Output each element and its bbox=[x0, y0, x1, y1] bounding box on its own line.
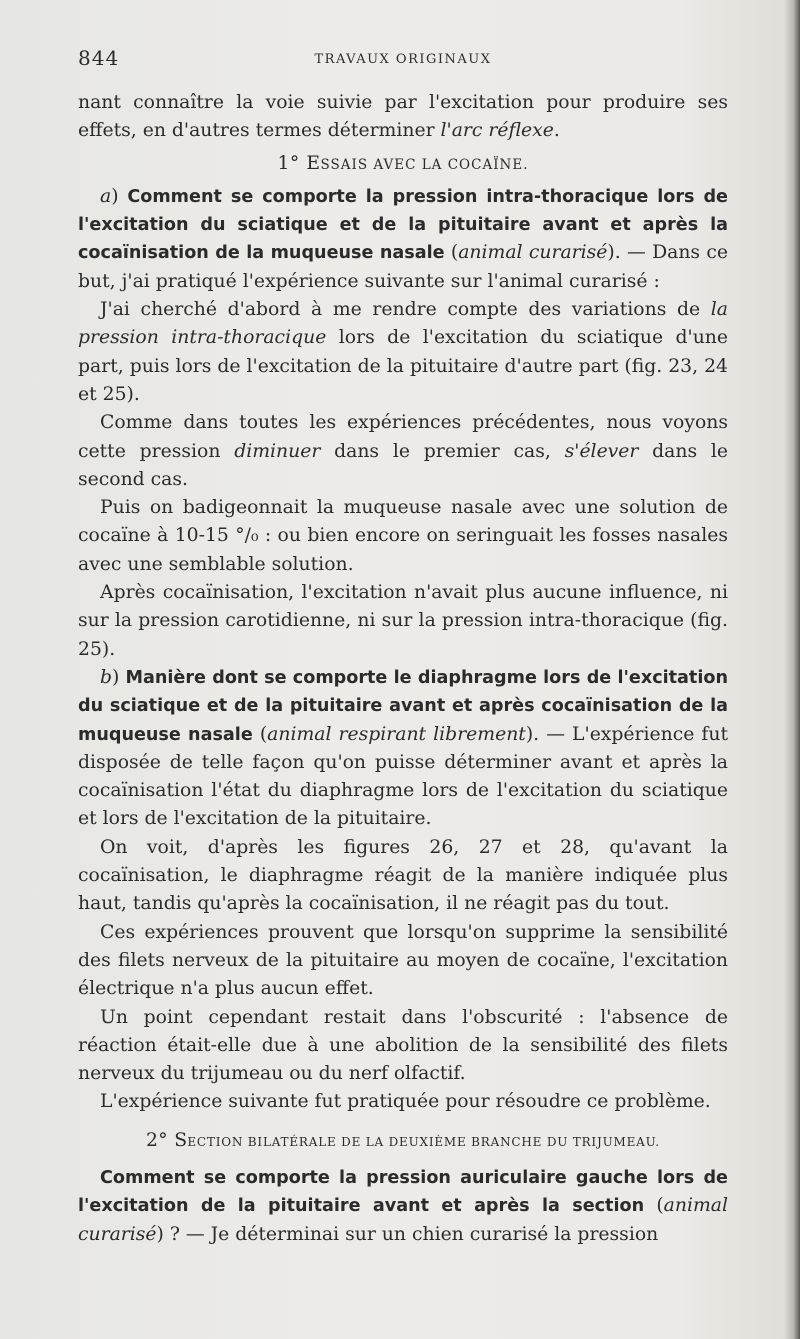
paragraph-7: b) Manière dont se comporte le diaphragme lors de l'excitation du sciatique et de la pituitaire avant et après cocaïnisation de la muqueuse nasale (animal respirant librement). — L'expérience fut disposée de telle façon qu'on puisse déterminer avant et après la cocaïnisation l'état du diaphragme lors de l'excitation du sciatique et lors de l'excitation de la pituitaire. bbox=[78, 666, 729, 830]
running-head: TRAVAUX ORIGINAUX bbox=[314, 52, 492, 67]
paragraph-12: Comment se comporte la pression auriculaire gauche lors de l'excitation de la pituitaire avant et après la section (animal curarisé) ? — Je déterminai sur un chien curarisé la pression bbox=[78, 1167, 728, 1245]
paragraph-2: a) Comment se comporte la pression intra-thoracique lors de l'excitation du sciatique et de la pituitaire avant et après la cocaïnisation de la muqueuse nasale (animal curarisé). — Dans ce but, j'ai pratiqué l'expérience suivante sur l'animal curarisé : bbox=[78, 185, 728, 292]
paragraph-5: Puis on badigeonnait la muqueuse nasale avec une solution de cocaïne à 10-15 °/₀ : ou bien encore on seringuait les fosses nasales avec une semblable solution. bbox=[78, 497, 729, 575]
page-number: 844 bbox=[78, 46, 120, 70]
body-text bbox=[78, 89, 728, 1249]
page-header bbox=[78, 44, 728, 74]
section-heading-1: 1° ESSAIS AVEC LA COCAÏNE. bbox=[277, 152, 529, 174]
paragraph-9: Ces expériences prouvent que lorsqu'on supprime la sensibilité des filets nerveux de la pituitaire au moyen de cocaïne, l'excitation électrique n'a plus aucun effet. bbox=[78, 921, 728, 1000]
paragraph-10: Un point cependant restait dans l'obscurité : l'absence de réaction était-elle due à une abolition de la sensibilité des filets nerveux du trijumeau ou du nerf olfactif. bbox=[78, 1006, 728, 1085]
paragraph-3: J'ai cherché d'abord à me rendre compte des variations de la pression intra-thoracique lors de l'excitation du sciatique d'une part, puis lors de l'excitation de la pituitaire d'autre part (fig. 23, 24 et 25). bbox=[78, 299, 729, 405]
page-edge-shadow bbox=[784, 0, 800, 1339]
paragraph-1: nant connaître la voie suivie par l'excitation pour produire ses effets, en d'autres termes déterminer l'arc réflexe. bbox=[78, 92, 728, 142]
paragraph-6: Après cocaïnisation, l'excitation n'avait plus aucune influence, ni sur la pression carotidienne, ni sur la pression intra-thoracique (fig. 25). bbox=[78, 582, 728, 660]
paragraph-4: Comme dans toutes les expériences précédentes, nous voyons cette pression diminuer dans le premier cas, s'élever dans le second cas. bbox=[78, 412, 729, 490]
section-heading-2: 2° SECTION BILATÉRALE DE LA DEUXIÈME BRANCHE DU TRIJUMEAU. bbox=[145, 1129, 661, 1151]
paragraph-8: On voit, d'après les figures 26, 27 et 28, qu'avant la cocaïnisation, le diaphragme réagit de la manière indiquée plus haut, tandis qu'après la cocaïnisation, il ne réagit pas du tout. bbox=[78, 836, 728, 915]
paragraph-11: L'expérience suivante fut pratiquée pour résoudre ce problème. bbox=[100, 1091, 711, 1113]
